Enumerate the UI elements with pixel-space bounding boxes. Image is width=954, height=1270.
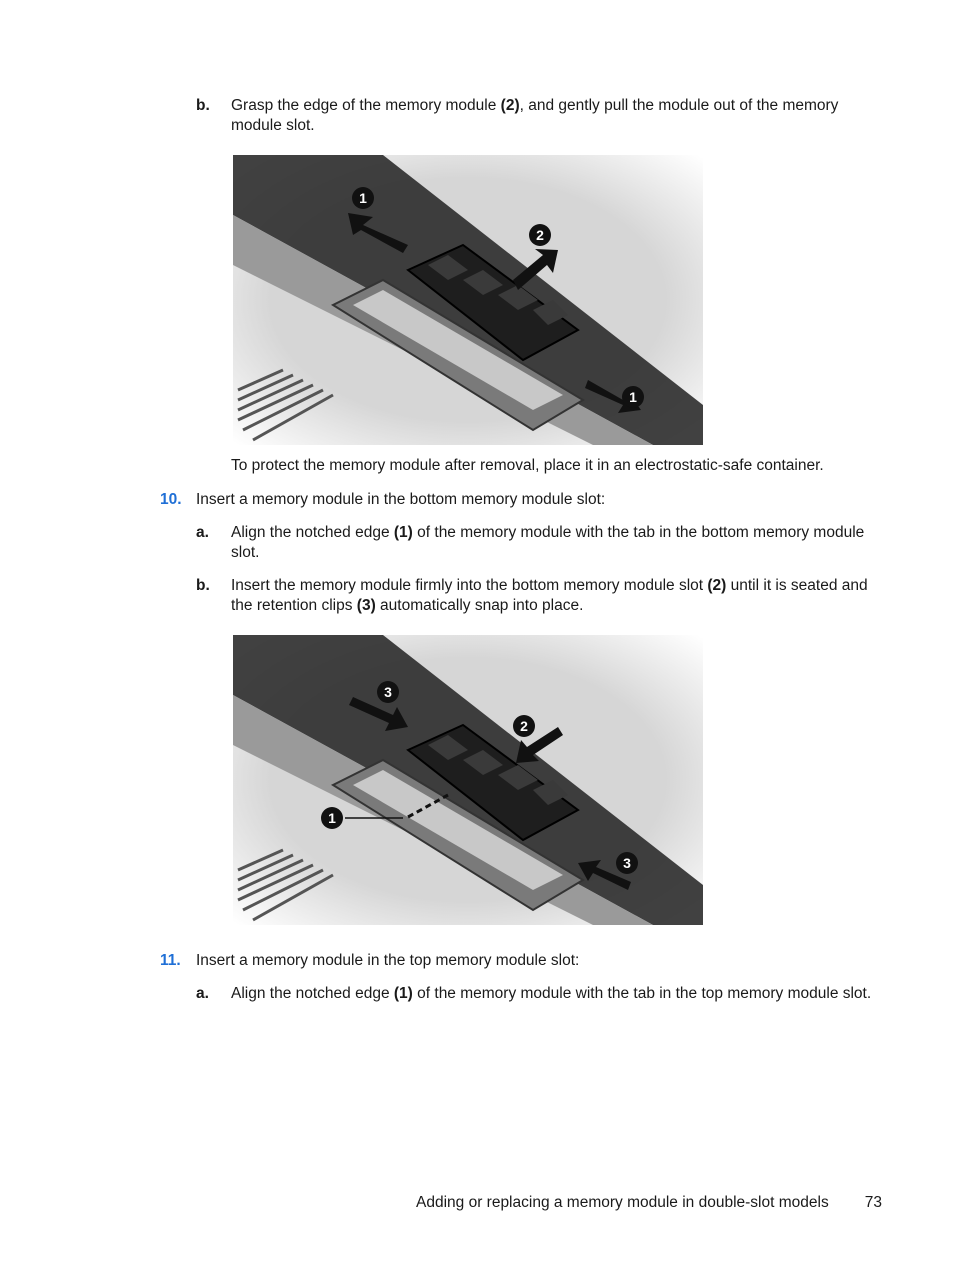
footer-section-title: Adding or replacing a memory module in double-slot models: [416, 1194, 829, 1211]
memory-insertion-figure: [233, 635, 703, 925]
step-10-text: Insert a memory module in the bottom memory module slot:: [196, 491, 606, 508]
step-10b-text-part: the retention clips: [231, 596, 357, 614]
step-9b-text-part: , and gently pull the module out of the memory: [519, 97, 839, 114]
step-9b-text-part: Grasp the edge of the memory module: [231, 97, 501, 114]
step-9b-text-part: module slot.: [231, 116, 315, 134]
page-footer: [416, 1193, 886, 1213]
step-10b-callout-ref: (2): [707, 577, 727, 594]
step-11a-marker: a.: [196, 985, 209, 1002]
step-11a-text-part: of the memory module with the tab in the top memory module slot.: [412, 985, 872, 1002]
callout-label: 3: [623, 855, 631, 871]
step-10b-text-part: Insert the memory module firmly into the bottom memory module slot: [231, 577, 708, 594]
step-11a-text-part: Align the notched edge: [231, 985, 394, 1002]
memory-removal-illustration: [233, 155, 703, 445]
step-9b-marker: b.: [196, 97, 210, 114]
step-11a-callout-ref: (1): [393, 985, 413, 1002]
step-10-number: 10.: [160, 491, 182, 508]
callout-label: 2: [520, 718, 528, 734]
step-10b-callout-ref: (3): [356, 596, 376, 614]
step-10a-text: [231, 523, 891, 562]
step-10a-marker: a.: [196, 524, 209, 541]
electrostatic-note: To protect the memory module after removal, place it in an electrostatic-safe container.: [231, 457, 824, 474]
memory-removal-figure: [233, 155, 703, 445]
step-11-number: 11.: [160, 952, 181, 969]
step-10a-callout-ref: (1): [393, 524, 413, 541]
step-10b-text: [231, 576, 891, 615]
callout-label: 2: [536, 227, 544, 243]
memory-insertion-illustration: [233, 635, 703, 925]
callout-label: 1: [629, 389, 637, 405]
step-10b-text-part: until it is seated and: [726, 577, 868, 594]
step-10a-text-part: Align the notched edge: [231, 524, 394, 541]
step-11-text: Insert a memory module in the top memory module slot:: [196, 952, 580, 969]
page-number: 73: [864, 1194, 882, 1211]
step-10b-text-part: automatically snap into place.: [375, 596, 584, 614]
step-10a-text-part: of the memory module with the tab in the bottom memory module: [412, 524, 865, 541]
step-10a-text-part: slot.: [231, 543, 260, 561]
step-10b-marker: b.: [196, 577, 210, 594]
step-11a-text: [231, 984, 901, 1004]
callout-label: 3: [384, 684, 392, 700]
callout-label: 1: [359, 190, 367, 206]
step-9b-callout-ref: (2): [500, 97, 520, 114]
step-9b-text: [231, 96, 891, 135]
callout-label: 1: [328, 810, 336, 826]
